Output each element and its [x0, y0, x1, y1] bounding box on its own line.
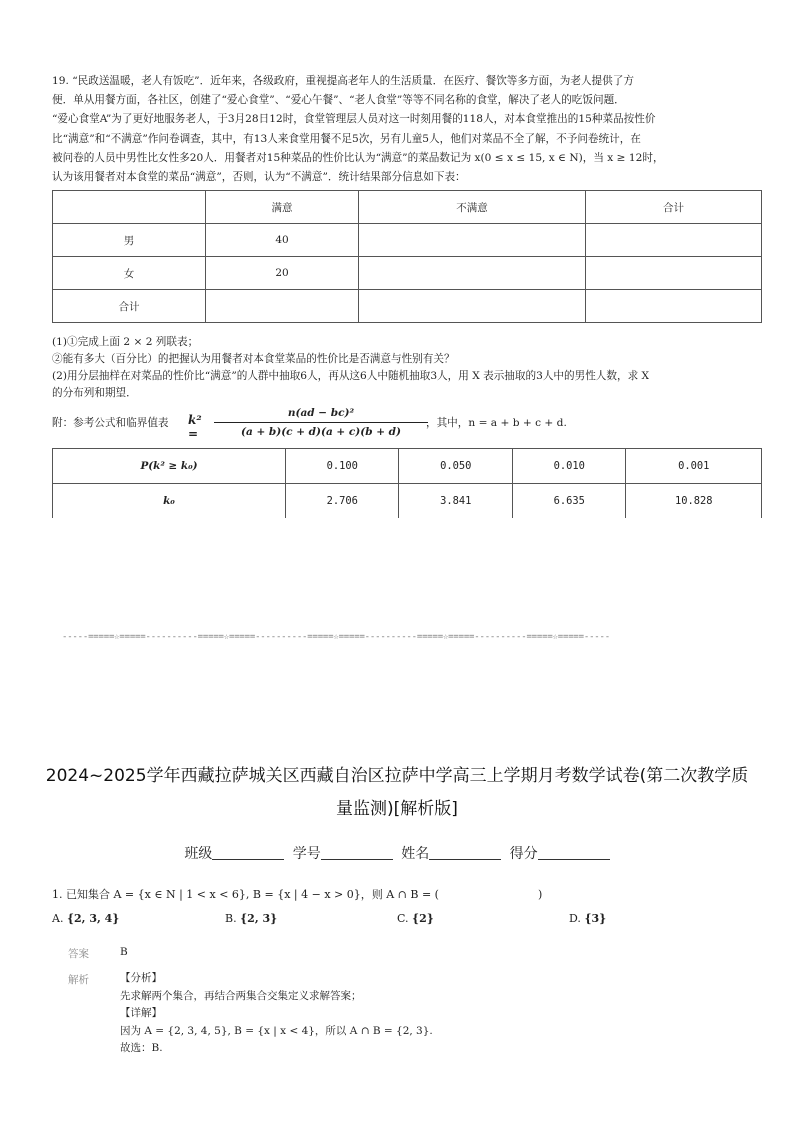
- table-cell: 男: [53, 224, 206, 257]
- table-cell: 3.841: [399, 484, 512, 519]
- table-cell: 6.635: [512, 484, 625, 519]
- critical-value-table: [52, 448, 762, 518]
- option-value: {2, 3}: [240, 912, 278, 925]
- table-cell: [586, 224, 762, 257]
- score-label: 得分: [509, 846, 538, 862]
- table-header-row: [53, 191, 762, 224]
- subquestion-line: 的分布列和期望．: [52, 387, 137, 399]
- option-b[interactable]: [225, 912, 277, 925]
- formula-k-squared: k² =: [188, 413, 202, 441]
- table-cell: [359, 257, 586, 290]
- q19-line-1: 19. “民政送温暖，老人有饭吃”．近年来，各级政府，重视提高老年人的生活质量．在医疗、餐饮等多方面，为老人提供了方: [52, 75, 634, 87]
- page-divider: -----=====☆=====----------=====☆=====----------=====☆=====----------=====☆=====----------=====☆=====-----: [62, 632, 610, 642]
- option-value: {3}: [584, 912, 607, 925]
- formula-numerator: n(ad − bc)²: [287, 407, 355, 419]
- table-cell: [53, 191, 206, 224]
- formula-label: 附：参考公式和临界值表: [52, 417, 169, 429]
- analysis-line: 因为 A = {2, 3, 4, 5}, B = {x | x < 4}，所以 A ∩ B = {2, 3}.: [120, 1024, 433, 1037]
- option-label: C.: [397, 912, 409, 925]
- table-cell: 女: [53, 257, 206, 290]
- table-cell: 合计: [53, 290, 206, 323]
- table-cell: 0.100: [286, 449, 399, 484]
- q19-line-3: “爱心食堂A”为了更好地服务老人，于3月28日12时，食堂管理层人员对这一时刻用餐的118人，对本食堂推出的15种菜品按性价: [52, 113, 656, 126]
- table-cell: 20: [206, 257, 359, 290]
- class-label: 班级: [184, 846, 213, 862]
- name-label: 姓名: [401, 846, 430, 862]
- subquestion-line: (1)①完成上面 2 × 2 列联表；: [52, 336, 199, 348]
- table-header-total: 合计: [586, 191, 762, 224]
- subquestion-line: ②能有多大（百分比）的把握认为用餐者对本食堂菜品的性价比是否满意与性别有关？: [52, 353, 455, 365]
- table-row: [53, 290, 762, 323]
- q19-line-4: 比“满意”和“不满意”作问卷调查，其中，有13人来食堂用餐不足5次，另有儿童5人，他们对菜品不全了解，不予问卷统计，在: [52, 132, 641, 145]
- exam-title-line-1: 2024~2025学年西藏拉萨城关区西藏自治区拉萨中学高三上学期月考数学试卷(第二次教学质: [45, 766, 749, 786]
- table-header-satisfied: 满意: [206, 191, 359, 224]
- answer-value: B: [120, 946, 128, 958]
- q19-line-5: 被问卷的人员中男性比女性多20人．用餐者对15种菜品的性价比认为“满意”的菜品数记为 x(0 ≤ x ≤ 15, x ∈ N)，当 x ≥ 12时，: [52, 151, 664, 164]
- table-cell: 0.050: [399, 449, 512, 484]
- analysis-body: [120, 970, 433, 1058]
- option-label: D.: [569, 912, 581, 925]
- student-number-label: 学号: [292, 846, 321, 862]
- table-cell: [586, 290, 762, 323]
- table-cell: [206, 290, 359, 323]
- q19-line-2: 便．单从用餐方面，各社区，创建了“爱心食堂”、“爱心午餐”、“老人食堂”等等不同名称的食堂，解决了老人的吃饭问题．: [52, 94, 625, 107]
- table-cell: [359, 290, 586, 323]
- option-value: {2, 3, 4}: [66, 912, 120, 925]
- answer-label: 答案: [68, 948, 89, 960]
- table-row: [53, 257, 762, 290]
- analysis-line: 【分析】: [120, 972, 162, 984]
- option-label: B.: [225, 912, 237, 925]
- student-number-field[interactable]: [321, 845, 393, 860]
- table-cell: 0.010: [512, 449, 625, 484]
- table-row: [53, 484, 762, 519]
- question-1-options: [52, 912, 752, 932]
- option-d[interactable]: [569, 912, 606, 925]
- option-c[interactable]: [397, 912, 434, 925]
- table-cell: 0.001: [626, 449, 762, 484]
- formula-where-clause: ，其中，n = a + b + c + d.: [426, 417, 567, 429]
- table-cell: 2.706: [286, 484, 399, 519]
- table-header-unsatisfied: 不满意: [359, 191, 586, 224]
- formula-denominator: (a + b)(c + d)(a + c)(b + d): [241, 426, 401, 438]
- table-row: [53, 449, 762, 484]
- table-row: [53, 224, 762, 257]
- option-a[interactable]: [52, 912, 119, 925]
- analysis-line: 先求解两个集合，再结合两集合交集定义求解答案；: [120, 989, 362, 1002]
- q19-subquestions: [52, 334, 649, 402]
- analysis-label: 解析: [68, 974, 89, 986]
- score-field[interactable]: [538, 845, 610, 860]
- question-1-stem: 1. 已知集合 A = {x ∈ N | 1 < x < 6}, B = {x | 4 − x > 0}，则 A ∩ B = ( ): [52, 888, 543, 901]
- table-cell: [359, 224, 586, 257]
- table-cell: [586, 257, 762, 290]
- question-19-stem: [52, 72, 752, 187]
- table-cell: 40: [206, 224, 359, 257]
- formula-fraction: [214, 405, 428, 440]
- subquestion-line: (2)用分层抽样在对菜品的性价比“满意”的人群中抽取6人，再从这6人中随机抽取3人，用 X 表示抽取的3人中的男性人数，求 X: [52, 370, 650, 382]
- option-value: {2}: [412, 912, 434, 925]
- class-field[interactable]: [212, 845, 284, 860]
- q19-line-6: 认为该用餐者对本食堂的菜品“满意”，否则，认为“不满意”．统计结果部分信息如下表：: [52, 171, 466, 184]
- fraction-bar: [214, 422, 428, 423]
- table-cell: P(k² ≥ k₀): [53, 449, 286, 484]
- option-label: A.: [52, 912, 64, 925]
- name-field[interactable]: [429, 845, 501, 860]
- table-cell: k₀: [53, 484, 286, 519]
- table-cell: 10.828: [626, 484, 762, 519]
- exam-title-line-2: 量监测)[解析版]: [336, 799, 458, 819]
- analysis-line: 【详解】: [120, 1007, 162, 1020]
- exam-title: [40, 760, 754, 826]
- contingency-table: [52, 190, 762, 323]
- student-info-row: [0, 843, 794, 863]
- analysis-line: 故选：B.: [120, 1042, 163, 1055]
